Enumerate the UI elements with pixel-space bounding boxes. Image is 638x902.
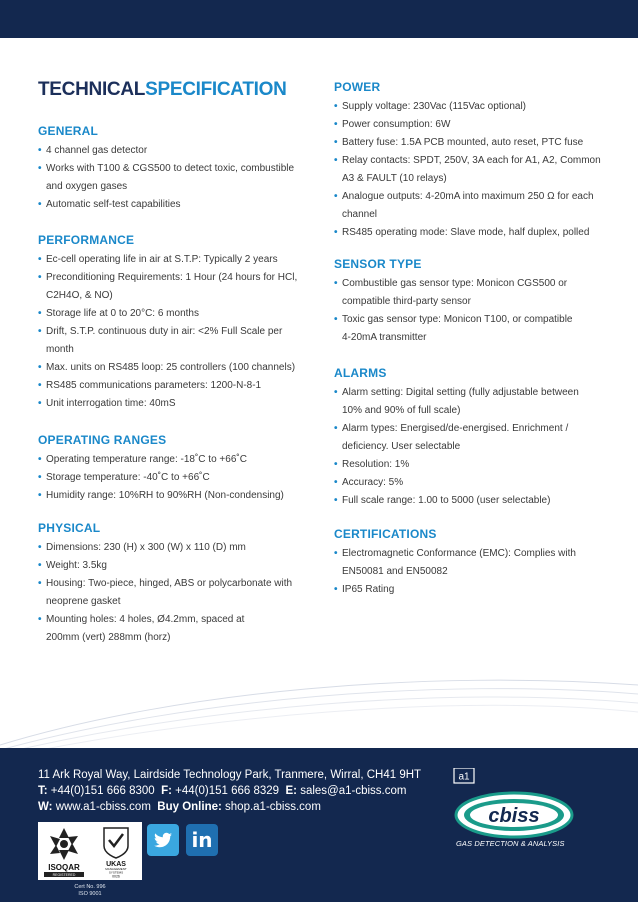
spec-list bbox=[334, 98, 612, 242]
list-item: • Housing: Two-piece, hinged, ABS or polycarbonate with neoprene gasket bbox=[38, 578, 293, 607]
spec-list bbox=[38, 251, 308, 413]
section-certifications bbox=[334, 527, 612, 599]
list-item: • Combustible gas sensor type: Monicon CGS500 or compatible third-party sensor bbox=[334, 278, 568, 307]
list-item: • Analogue outputs: 4-20mA into maximum 250 Ω for each channel bbox=[334, 191, 594, 220]
email-link[interactable]: sales@a1-cbiss.com bbox=[300, 785, 407, 797]
list-item: • Weight: 3.5kg bbox=[38, 560, 107, 571]
svg-text:MANAGEMENT: MANAGEMENT bbox=[105, 867, 127, 871]
ukas-logo bbox=[92, 824, 140, 878]
tagline: GAS DETECTION & ANALYSIS bbox=[456, 839, 565, 848]
svg-text:0026: 0026 bbox=[112, 874, 120, 878]
list-item: • Preconditioning Requirements: 1 Hour (24 hours for HCl, C2H4O, & NO) bbox=[38, 272, 298, 301]
list-item: • Automatic self-test capabilities bbox=[38, 199, 181, 210]
svg-text:UKAS: UKAS bbox=[106, 861, 126, 868]
list-item: • RS485 communications parameters: 1200-N-8-1 bbox=[38, 380, 262, 391]
list-item: • Power consumption: 6W bbox=[334, 119, 451, 130]
top-banner bbox=[0, 0, 638, 38]
section-heading: PERFORMANCE bbox=[38, 233, 135, 247]
certification-badges bbox=[38, 822, 142, 880]
list-item: • Alarm setting: Digital setting (fully adjustable between 10% and 90% of full scale) bbox=[334, 387, 579, 416]
list-item: • Mounting holes: 4 holes, Ø4.2mm, spaced at 200mm (vert) 288mm (horz) bbox=[38, 614, 245, 643]
certificate-number: Cert No. 996 ISO 9001 bbox=[74, 884, 106, 897]
section-heading: PHYSICAL bbox=[38, 521, 101, 535]
list-item: • Accuracy: 5% bbox=[334, 477, 404, 488]
website-link[interactable]: www.a1-cbiss.com bbox=[55, 801, 151, 813]
section-heading: SENSOR TYPE bbox=[334, 257, 422, 271]
svg-text:REGISTERED: REGISTERED bbox=[52, 873, 76, 877]
list-item: • Unit interrogation time: 40mS bbox=[38, 398, 176, 409]
footer bbox=[0, 748, 638, 902]
section-sensor-type bbox=[334, 257, 612, 347]
isoqar-logo bbox=[40, 824, 88, 878]
list-item: • RS485 operating mode: Slave mode, half duplex, polled bbox=[334, 227, 590, 238]
list-item: • Alarm types: Energised/de-energised. Enrichment / deficiency. User selectable bbox=[334, 423, 569, 452]
svg-text:ISOQAR: ISOQAR bbox=[48, 863, 80, 872]
list-item: • Dimensions: 230 (H) x 300 (W) x 110 (D) mm bbox=[38, 542, 246, 553]
twitter-bird-icon bbox=[147, 824, 179, 856]
list-item: • Max. units on RS485 loop: 25 controllers (100 channels) bbox=[38, 362, 296, 373]
contact-web: W: www.a1-cbiss.com Buy Online: shop.a1-cbiss.com bbox=[38, 801, 321, 813]
list-item: • Electromagnetic Conformance (EMC): Complies with EN50081 and EN50082 bbox=[334, 548, 576, 577]
list-item: • Resolution: 1% bbox=[334, 459, 410, 470]
list-item: • Works with T100 & CGS500 to detect toxic, combustible and oxygen gases bbox=[38, 163, 295, 192]
list-item: • Storage temperature: -40˚C to +66˚C bbox=[38, 472, 210, 483]
company-logo bbox=[452, 768, 602, 878]
list-item: • Relay contacts: SPDT, 250V, 3A each for A1, A2, Common A3 & FAULT (10 relays) bbox=[334, 155, 601, 184]
page-title: TECHNICALSPECIFICATION bbox=[38, 79, 287, 100]
svg-text:a1: a1 bbox=[458, 771, 470, 783]
spec-list bbox=[38, 451, 308, 505]
spec-list bbox=[334, 384, 612, 510]
linkedin-button[interactable] bbox=[186, 824, 218, 856]
section-physical bbox=[38, 521, 308, 647]
section-heading: GENERAL bbox=[38, 124, 99, 138]
spec-list bbox=[334, 545, 612, 599]
list-item: • Drift, S.T.P. continuous duty in air: <2% Full Scale per month bbox=[38, 326, 283, 355]
section-heading: CERTIFICATIONS bbox=[334, 527, 437, 541]
list-item: • Toxic gas sensor type: Monicon T100, or compatible 4-20mA transmitter bbox=[334, 314, 573, 343]
list-item: • 4 channel gas detector bbox=[38, 145, 148, 156]
spec-list bbox=[334, 275, 612, 347]
shop-link[interactable]: shop.a1-cbiss.com bbox=[225, 801, 321, 813]
decorative-swoosh bbox=[0, 650, 638, 760]
section-heading: ALARMS bbox=[334, 366, 387, 380]
twitter-button[interactable] bbox=[147, 824, 179, 856]
section-heading: OPERATING RANGES bbox=[38, 433, 167, 447]
list-item: • Full scale range: 1.00 to 5000 (user selectable) bbox=[334, 495, 551, 506]
section-alarms bbox=[334, 366, 612, 510]
contact-phone-fax-email: T: +44(0)151 666 8300 F: +44(0)151 666 8329 E: sales@a1-cbiss.com bbox=[38, 785, 407, 797]
spec-list bbox=[38, 539, 308, 647]
list-item: • Operating temperature range: -18˚C to +66˚C bbox=[38, 454, 247, 465]
list-item: • Humidity range: 10%RH to 90%RH (Non-condensing) bbox=[38, 490, 284, 501]
address: 11 Ark Royal Way, Lairdside Technology Park, Tranmere, Wirral, CH41 9HT bbox=[38, 769, 422, 781]
section-operating-ranges bbox=[38, 433, 308, 505]
svg-text:cbiss: cbiss bbox=[488, 805, 540, 827]
a1-cbiss-logo bbox=[452, 768, 602, 878]
section-power bbox=[334, 80, 612, 242]
list-item: • Ec-cell operating life in air at S.T.P: Typically 2 years bbox=[38, 254, 278, 265]
section-performance bbox=[38, 233, 308, 413]
list-item: • Supply voltage: 230Vac (115Vac optional) bbox=[334, 101, 527, 112]
linkedin-icon: in bbox=[191, 828, 213, 852]
list-item: • Storage life at 0 to 20°C: 6 months bbox=[38, 308, 199, 319]
section-general bbox=[38, 124, 308, 214]
section-heading: POWER bbox=[334, 80, 381, 94]
spec-list bbox=[38, 142, 308, 214]
list-item: • IP65 Rating bbox=[334, 584, 395, 595]
svg-text:SYSTEMS: SYSTEMS bbox=[108, 870, 124, 875]
list-item: • Battery fuse: 1.5A PCB mounted, auto reset, PTC fuse bbox=[334, 137, 584, 148]
